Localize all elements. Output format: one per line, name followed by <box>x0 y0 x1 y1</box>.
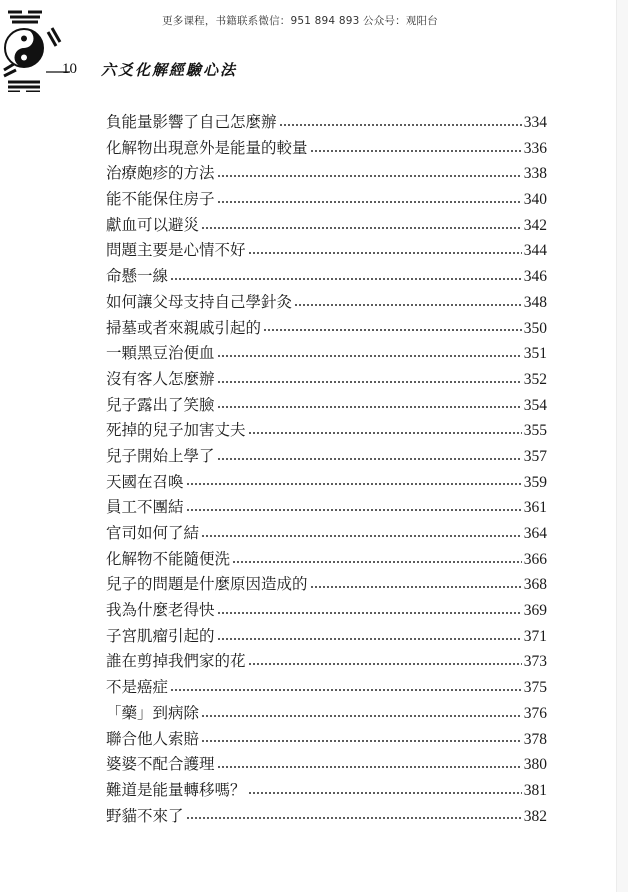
toc-entry-page: 350 <box>523 319 547 337</box>
toc-entry-title: 聯合他人索賠 <box>106 729 200 748</box>
toc-entry-title: 誰在剪掉我們家的花 <box>106 652 246 671</box>
toc-entry <box>106 136 547 162</box>
dot-leader <box>201 535 522 537</box>
toc-entry-page: 352 <box>523 370 547 388</box>
toc-entry <box>106 418 547 444</box>
toc-entry-page: 380 <box>523 756 547 774</box>
toc-entry <box>106 727 547 753</box>
toc-entry-title: 兒子的問題是什麼原因造成的 <box>106 575 308 594</box>
toc-entry-page: 378 <box>523 730 547 748</box>
toc-entry <box>106 110 547 136</box>
dot-leader <box>310 586 522 588</box>
dot-leader <box>201 715 522 717</box>
toc-entry-page: 348 <box>523 293 547 311</box>
toc-entry <box>106 316 547 342</box>
toc-entry-page: 336 <box>523 139 547 157</box>
toc-entry-title: 「藥」到病除 <box>106 703 200 722</box>
toc-entry-title: 如何讓父母支持自己學針灸 <box>106 292 293 311</box>
toc-entry-page: 366 <box>523 550 547 568</box>
toc-entry <box>106 752 547 778</box>
toc-entry-title: 不是癌症 <box>106 678 169 697</box>
toc-entry-title: 一顆黑豆治便血 <box>106 344 215 363</box>
dot-leader <box>294 304 522 306</box>
toc-entry <box>106 701 547 727</box>
dot-leader <box>217 175 522 177</box>
dot-leader <box>217 458 522 460</box>
toc-entry <box>106 290 547 316</box>
toc-entry <box>106 341 547 367</box>
toc-entry-page: 368 <box>523 576 547 594</box>
toc-entry-page: 351 <box>523 345 547 363</box>
toc-entry-title: 化解物不能隨便洗 <box>106 549 231 568</box>
toc-entry-page: 340 <box>523 191 547 209</box>
toc-entry <box>106 444 547 470</box>
table-of-contents <box>106 110 547 829</box>
toc-entry-page: 382 <box>523 807 547 825</box>
toc-entry-title: 治療皰疹的方法 <box>106 164 215 183</box>
toc-entry-page: 373 <box>523 653 547 671</box>
dot-leader <box>186 483 522 485</box>
toc-entry <box>106 547 547 573</box>
dot-leader <box>217 381 522 383</box>
dot-leader <box>217 766 522 768</box>
toc-entry-page: 344 <box>523 242 547 260</box>
dot-leader <box>201 227 522 229</box>
toc-entry-page: 376 <box>523 704 547 722</box>
toc-entry-title: 員工不團結 <box>106 498 184 517</box>
toc-entry <box>106 572 547 598</box>
toc-entry-title: 婆婆不配合護理 <box>106 755 215 774</box>
toc-entry-page: 355 <box>523 422 547 440</box>
toc-entry-title: 死掉的兒子加害丈夫 <box>106 421 246 440</box>
bagua-taiji-icon <box>0 6 70 92</box>
toc-entry-title: 負能量影響了自己怎麼辦 <box>106 113 277 131</box>
dot-leader <box>217 612 522 614</box>
toc-entry <box>106 238 547 264</box>
toc-entry-title: 問題主要是心情不好 <box>106 241 246 260</box>
toc-entry <box>106 187 547 213</box>
dot-leader <box>201 740 522 742</box>
toc-entry-title: 沒有客人怎麼辦 <box>106 369 215 388</box>
toc-entry <box>106 495 547 521</box>
toc-entry-page: 354 <box>523 396 547 414</box>
toc-entry <box>106 161 547 187</box>
toc-entry-page: 381 <box>523 781 547 799</box>
toc-entry <box>106 675 547 701</box>
toc-entry-page: 361 <box>523 499 547 517</box>
dot-leader <box>170 689 522 691</box>
dot-leader <box>217 406 522 408</box>
toc-entry <box>106 213 547 239</box>
dot-leader <box>232 561 522 563</box>
toc-entry-title: 化解物出現意外是能量的較量 <box>106 138 308 157</box>
toc-entry-title: 獻血可以避災 <box>106 215 200 234</box>
toc-entry-title: 能不能保住房子 <box>106 190 215 209</box>
page-number: 10 <box>62 61 77 77</box>
toc-entry-page: 369 <box>523 602 547 620</box>
toc-entry-page: 359 <box>523 473 547 491</box>
toc-entry-page: 338 <box>523 165 547 183</box>
toc-entry-title: 天國在召喚 <box>106 472 184 491</box>
toc-entry-page: 334 <box>523 114 547 131</box>
toc-entry-title: 官司如何了結 <box>106 524 200 542</box>
toc-entry-title: 子宮肌瘤引起的 <box>106 626 215 645</box>
toc-entry-title: 兒子露出了笑臉 <box>106 395 215 414</box>
toc-entry-page: 357 <box>523 447 547 465</box>
toc-entry <box>106 264 547 290</box>
dot-leader <box>217 355 522 357</box>
toc-entry <box>106 393 547 419</box>
toc-entry <box>106 778 547 804</box>
toc-entry-page: 364 <box>523 525 547 542</box>
dot-leader <box>186 509 522 511</box>
toc-entry <box>106 624 547 650</box>
toc-entry <box>106 521 547 547</box>
dot-leader <box>248 432 522 434</box>
dot-leader <box>248 252 522 254</box>
toc-entry <box>106 367 547 393</box>
page-edge <box>616 0 628 892</box>
toc-entry-title: 難道是能量轉移嗎？ <box>106 780 246 799</box>
toc-entry-title: 兒子開始上學了 <box>106 446 215 465</box>
dot-leader <box>279 124 522 126</box>
dot-leader <box>170 278 522 280</box>
toc-entry-page: 346 <box>523 268 547 286</box>
dot-leader <box>310 150 522 152</box>
toc-entry-title: 我為什麼老得快 <box>106 601 215 620</box>
toc-entry <box>106 470 547 496</box>
book-title: 六爻化解經驗心法 <box>101 61 238 79</box>
dot-leader <box>248 792 522 794</box>
toc-entry <box>106 804 547 830</box>
dot-leader <box>186 817 522 819</box>
toc-entry-title: 掃墓或者來親戚引起的 <box>106 318 262 337</box>
toc-entry-page: 342 <box>523 216 547 234</box>
dot-leader <box>248 663 522 665</box>
toc-entry-page: 371 <box>523 627 547 645</box>
dot-leader <box>217 638 522 640</box>
toc-entry <box>106 649 547 675</box>
toc-entry-page: 375 <box>523 679 547 697</box>
toc-entry <box>106 598 547 624</box>
toc-entry-title: 命懸一線 <box>106 267 169 286</box>
toc-entry-title: 野貓不來了 <box>106 806 184 825</box>
watermark-text: 更多课程，书籍联系微信：951 894 893 公众号：观阳台 <box>162 15 438 27</box>
dot-leader <box>217 201 522 203</box>
dot-leader <box>263 329 522 331</box>
